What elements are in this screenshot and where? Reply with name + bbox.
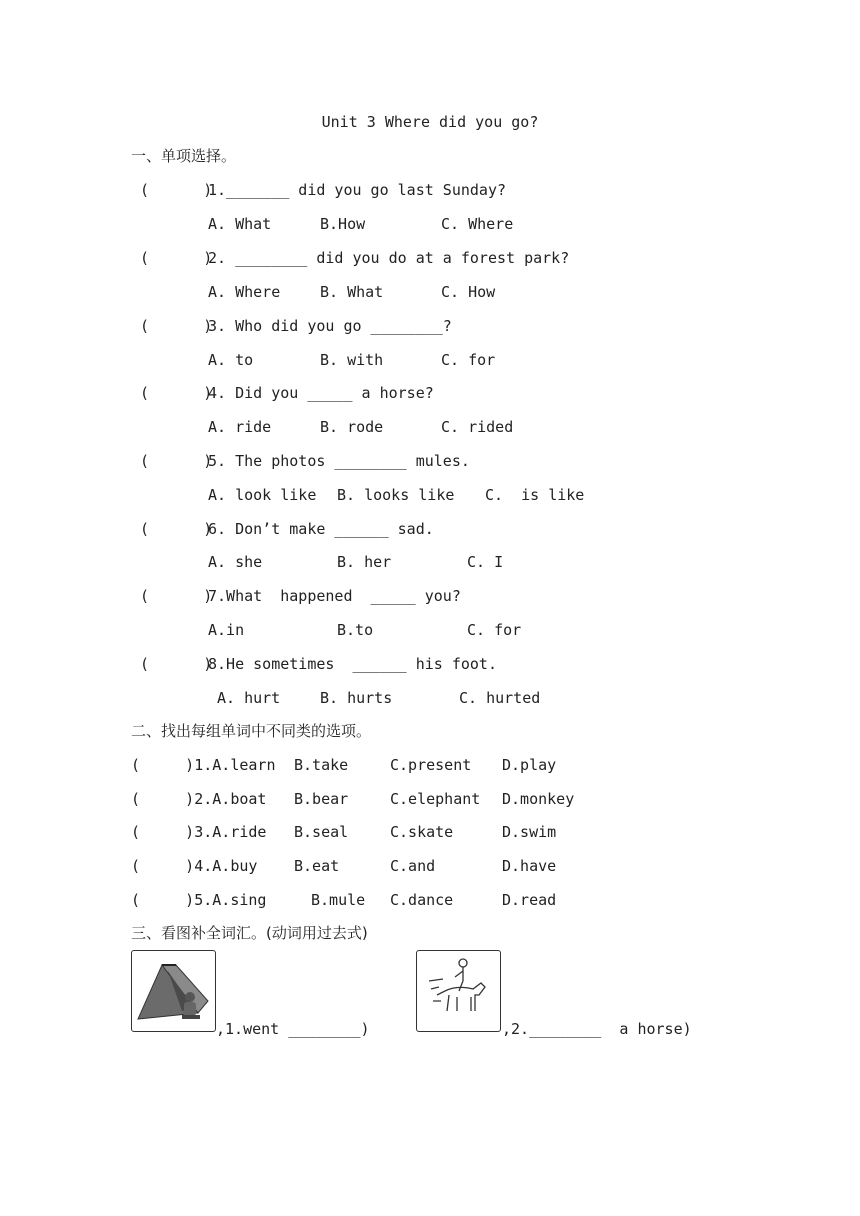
- question-text: 1._______ did you go last Sunday?: [208, 181, 507, 199]
- word-group-number: ( )3.A.ride: [131, 823, 267, 841]
- option-b: B. rode: [320, 418, 384, 436]
- horse-rider-picture-icon: [416, 950, 501, 1032]
- option-b: B. hurts: [320, 689, 393, 707]
- section3-heading: 三、看图补全词汇。(动词用过去式): [131, 924, 368, 942]
- option-a: A. What: [208, 215, 272, 233]
- word-group-number: ( )4.A.buy: [131, 857, 258, 875]
- option-a: A. Where: [208, 283, 281, 301]
- option-b: B. with: [320, 351, 384, 369]
- section1-heading: 一、单项选择。: [131, 147, 237, 165]
- option-c: C. hurted: [459, 689, 541, 707]
- word-option-c: C.dance: [390, 891, 454, 909]
- word-option-d: D.read: [502, 891, 557, 909]
- picture-item-1: ,1.went ________): [216, 1020, 370, 1038]
- answer-paren[interactable]: ( ): [140, 587, 213, 605]
- option-a: A. look like: [208, 486, 317, 504]
- word-group-number: ( )2.A.boat: [131, 790, 267, 808]
- question-text: 2. ________ did you do at a forest park?: [208, 249, 570, 267]
- option-a: A.in: [208, 621, 245, 639]
- word-option-c: C.elephant: [390, 790, 481, 808]
- question-text: 8.He sometimes ______ his foot.: [208, 655, 497, 673]
- word-option-b: B.seal: [294, 823, 349, 841]
- question-text: 6. Don’t make ______ sad.: [208, 520, 434, 538]
- option-a: A. she: [208, 553, 263, 571]
- option-b: B.How: [320, 215, 366, 233]
- answer-paren[interactable]: ( ): [140, 384, 213, 402]
- answer-paren[interactable]: ( ): [140, 452, 213, 470]
- word-option-d: D.play: [502, 756, 557, 774]
- option-c: C. rided: [441, 418, 514, 436]
- word-option-b: B.mule: [311, 891, 366, 909]
- tent-picture-icon: [131, 950, 216, 1032]
- word-option-c: C.and: [390, 857, 436, 875]
- word-group-number: ( )1.A.learn: [131, 756, 276, 774]
- option-b: B. her: [337, 553, 392, 571]
- option-c: C. for: [441, 351, 496, 369]
- word-option-b: B.take: [294, 756, 349, 774]
- question-text: 3. Who did you go ________?: [208, 317, 452, 335]
- option-a: A. hurt: [217, 689, 281, 707]
- option-b: B. looks like: [337, 486, 455, 504]
- word-option-d: D.monkey: [502, 790, 575, 808]
- option-c: C. I: [467, 553, 504, 571]
- word-option-c: C.present: [390, 756, 472, 774]
- answer-paren[interactable]: ( ): [140, 520, 213, 538]
- answer-paren[interactable]: ( ): [140, 181, 213, 199]
- word-option-b: B.bear: [294, 790, 349, 808]
- question-text: 5. The photos ________ mules.: [208, 452, 470, 470]
- option-c: C. How: [441, 283, 496, 301]
- option-a: A. ride: [208, 418, 272, 436]
- option-b: B.to: [337, 621, 374, 639]
- answer-paren[interactable]: ( ): [140, 317, 213, 335]
- answer-paren[interactable]: ( ): [140, 249, 213, 267]
- option-b: B. What: [320, 283, 384, 301]
- word-option-b: B.eat: [294, 857, 340, 875]
- word-option-d: D.swim: [502, 823, 557, 841]
- question-text: 4. Did you _____ a horse?: [208, 384, 434, 402]
- word-group-number: ( )5.A.sing: [131, 891, 267, 909]
- word-option-d: D.have: [502, 857, 557, 875]
- answer-paren[interactable]: ( ): [140, 655, 213, 673]
- section2-heading: 二、找出每组单词中不同类的选项。: [131, 722, 372, 740]
- word-option-c: C.skate: [390, 823, 454, 841]
- question-text: 7.What happened _____ you?: [208, 587, 461, 605]
- option-c: C. Where: [441, 215, 514, 233]
- option-a: A. to: [208, 351, 254, 369]
- option-c: C. for: [467, 621, 522, 639]
- option-c: C. is like: [485, 486, 585, 504]
- picture-item-2: ,2.________ a horse): [502, 1020, 692, 1038]
- page-title: Unit 3 Where did you go?: [321, 113, 539, 131]
